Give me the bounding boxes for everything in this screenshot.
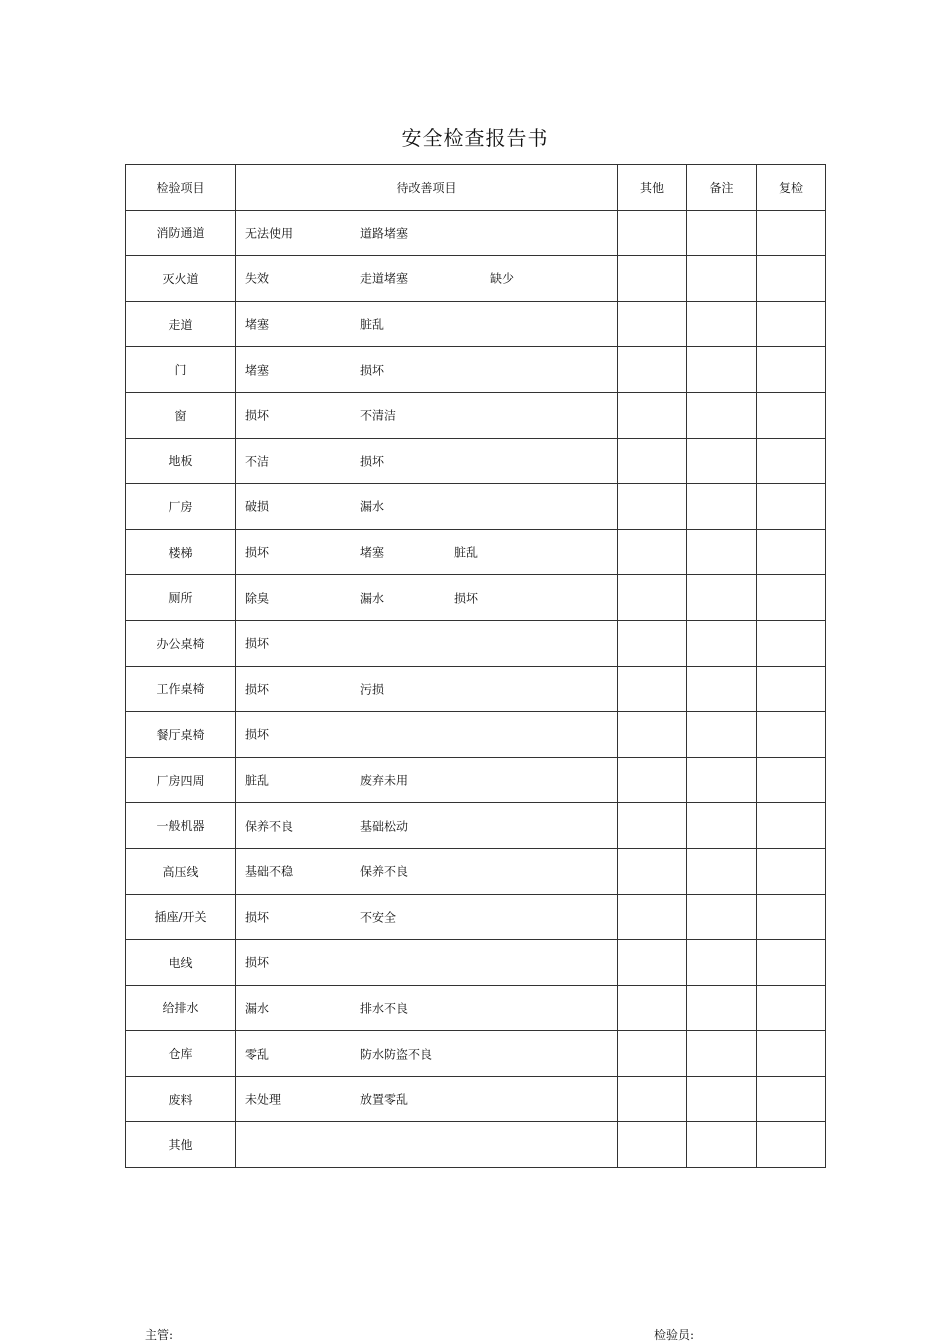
- row-issues-cell: [236, 575, 618, 621]
- row-recheck-cell[interactable]: [757, 210, 826, 256]
- issue-option: 基础松动: [360, 819, 409, 834]
- table-row: [126, 1122, 826, 1168]
- row-issues-cell: [236, 438, 618, 484]
- issue-option: 失效: [245, 271, 270, 286]
- row-recheck-cell[interactable]: [757, 803, 826, 849]
- row-recheck-cell[interactable]: [757, 575, 826, 621]
- row-item-label: 高压线: [126, 848, 236, 894]
- issue-option: 保养不良: [245, 819, 294, 834]
- row-issues-cell: [236, 210, 618, 256]
- row-item-label: 窗: [126, 392, 236, 438]
- row-recheck-cell[interactable]: [757, 438, 826, 484]
- row-note-cell[interactable]: [687, 940, 757, 986]
- row-note-cell[interactable]: [687, 392, 757, 438]
- row-issues-cell: [236, 620, 618, 666]
- row-item-label: 走道: [126, 301, 236, 347]
- row-note-cell[interactable]: [687, 256, 757, 302]
- issue-option: 防水防盗不良: [360, 1047, 433, 1062]
- row-note-cell[interactable]: [687, 803, 757, 849]
- table-row: [126, 438, 826, 484]
- row-issues-cell: [236, 803, 618, 849]
- issue-option: 无法使用: [245, 226, 294, 241]
- row-recheck-cell[interactable]: [757, 1122, 826, 1168]
- table-row: [126, 301, 826, 347]
- row-item-label: 门: [126, 347, 236, 393]
- table-header-row: [126, 165, 826, 211]
- issue-option: 漏水: [245, 1001, 270, 1016]
- table-row: [126, 575, 826, 621]
- issue-option: 保养不良: [360, 864, 409, 879]
- row-recheck-cell[interactable]: [757, 1076, 826, 1122]
- issue-option: 污损: [360, 682, 385, 697]
- issue-option: 损坏: [245, 545, 270, 560]
- row-item-label: 插座/开关: [126, 894, 236, 940]
- issue-option: 漏水: [360, 591, 385, 606]
- issue-option: 损坏: [245, 955, 270, 970]
- row-issues-cell: [236, 301, 618, 347]
- row-note-cell[interactable]: [687, 210, 757, 256]
- row-note-cell[interactable]: [687, 985, 757, 1031]
- header-other: 其他: [618, 165, 687, 211]
- row-note-cell[interactable]: [687, 620, 757, 666]
- issue-option: 走道堵塞: [360, 271, 409, 286]
- row-other-cell[interactable]: [618, 985, 687, 1031]
- issue-option: 堵塞: [360, 545, 385, 560]
- issue-option: 基础不稳: [245, 864, 294, 879]
- issue-option: 除臭: [245, 591, 270, 606]
- row-recheck-cell[interactable]: [757, 347, 826, 393]
- row-item-label: 灭火道: [126, 256, 236, 302]
- row-item-label: 厕所: [126, 575, 236, 621]
- row-recheck-cell[interactable]: [757, 757, 826, 803]
- table-row: [126, 985, 826, 1031]
- issue-option: 脏乱: [454, 545, 479, 560]
- row-item-label: 一般机器: [126, 803, 236, 849]
- row-recheck-cell[interactable]: [757, 1031, 826, 1077]
- table-row: [126, 803, 826, 849]
- row-issues-cell: [236, 1122, 618, 1168]
- row-other-cell[interactable]: [618, 484, 687, 530]
- row-other-cell[interactable]: [618, 438, 687, 484]
- row-other-cell[interactable]: [618, 1031, 687, 1077]
- table-row: [126, 347, 826, 393]
- row-item-label: 电线: [126, 940, 236, 986]
- row-note-cell[interactable]: [687, 575, 757, 621]
- issue-option: 损坏: [245, 682, 270, 697]
- row-recheck-cell[interactable]: [757, 392, 826, 438]
- table-row: [126, 666, 826, 712]
- row-recheck-cell[interactable]: [757, 712, 826, 758]
- row-item-label: 其他: [126, 1122, 236, 1168]
- row-issues-cell: [236, 894, 618, 940]
- issue-option: 堵塞: [245, 317, 270, 332]
- row-note-cell[interactable]: [687, 712, 757, 758]
- table-row: [126, 484, 826, 530]
- row-issues-cell: [236, 712, 618, 758]
- row-item-label: 消防通道: [126, 210, 236, 256]
- issue-option: 脏乱: [245, 773, 270, 788]
- row-recheck-cell[interactable]: [757, 666, 826, 712]
- issue-option: 排水不良: [360, 1001, 409, 1016]
- table-row: [126, 256, 826, 302]
- inspector-label: 检验员:: [654, 1328, 695, 1342]
- table-row: [126, 894, 826, 940]
- table-row: [126, 620, 826, 666]
- row-note-cell[interactable]: [687, 894, 757, 940]
- table-body: [126, 210, 826, 1167]
- row-item-label: 工作桌椅: [126, 666, 236, 712]
- row-other-cell[interactable]: [618, 666, 687, 712]
- row-other-cell[interactable]: [618, 575, 687, 621]
- row-note-cell[interactable]: [687, 848, 757, 894]
- row-recheck-cell[interactable]: [757, 620, 826, 666]
- row-note-cell[interactable]: [687, 484, 757, 530]
- row-other-cell[interactable]: [618, 894, 687, 940]
- issue-option: 损坏: [454, 591, 479, 606]
- header-item: 检验项目: [126, 165, 236, 211]
- row-item-label: 地板: [126, 438, 236, 484]
- row-item-label: 办公桌椅: [126, 620, 236, 666]
- row-item-label: 厂房: [126, 484, 236, 530]
- issue-option: 不清洁: [360, 408, 397, 423]
- row-recheck-cell[interactable]: [757, 256, 826, 302]
- row-item-label: 厂房四周: [126, 757, 236, 803]
- row-other-cell[interactable]: [618, 210, 687, 256]
- row-issues-cell: [236, 392, 618, 438]
- issue-option: 未处理: [245, 1092, 282, 1107]
- supervisor-label: 主管:: [145, 1328, 174, 1342]
- row-note-cell[interactable]: [687, 347, 757, 393]
- row-other-cell[interactable]: [618, 940, 687, 986]
- row-other-cell[interactable]: [618, 712, 687, 758]
- row-other-cell[interactable]: [618, 848, 687, 894]
- row-note-cell[interactable]: [687, 1031, 757, 1077]
- issue-option: 放置零乱: [360, 1092, 409, 1107]
- inspection-table: [125, 164, 826, 1168]
- table-row: [126, 1076, 826, 1122]
- issue-option: 漏水: [360, 499, 385, 514]
- header-issues: 待改善项目: [236, 165, 618, 211]
- row-item-label: 给排水: [126, 985, 236, 1031]
- row-recheck-cell[interactable]: [757, 940, 826, 986]
- issue-option: 废弃未用: [360, 773, 409, 788]
- page-title: 安全检查报告书: [401, 126, 549, 150]
- row-issues-cell: [236, 529, 618, 575]
- row-issues-cell: [236, 256, 618, 302]
- row-other-cell[interactable]: [618, 301, 687, 347]
- row-other-cell[interactable]: [618, 392, 687, 438]
- row-recheck-cell[interactable]: [757, 529, 826, 575]
- table-row: [126, 1031, 826, 1077]
- row-note-cell[interactable]: [687, 301, 757, 347]
- issue-option: 脏乱: [360, 317, 385, 332]
- row-issues-cell: [236, 985, 618, 1031]
- row-note-cell[interactable]: [687, 666, 757, 712]
- table-row: [126, 392, 826, 438]
- row-item-label: 餐厅桌椅: [126, 712, 236, 758]
- row-issues-cell: [236, 484, 618, 530]
- issue-option: 堵塞: [245, 363, 270, 378]
- table-row: [126, 210, 826, 256]
- issue-option: 破损: [245, 499, 270, 514]
- table-row: [126, 757, 826, 803]
- row-other-cell[interactable]: [618, 347, 687, 393]
- header-recheck: 复检: [757, 165, 826, 211]
- row-recheck-cell[interactable]: [757, 484, 826, 530]
- issue-option: 损坏: [245, 727, 270, 742]
- issue-option: 损坏: [360, 363, 385, 378]
- row-item-label: 仓库: [126, 1031, 236, 1077]
- row-issues-cell: [236, 848, 618, 894]
- row-other-cell[interactable]: [618, 1122, 687, 1168]
- row-issues-cell: [236, 757, 618, 803]
- row-other-cell[interactable]: [618, 529, 687, 575]
- issue-option: 损坏: [245, 910, 270, 925]
- row-note-cell[interactable]: [687, 757, 757, 803]
- row-issues-cell: [236, 940, 618, 986]
- issue-option: 不安全: [360, 910, 397, 925]
- row-item-label: 楼梯: [126, 529, 236, 575]
- row-note-cell[interactable]: [687, 1076, 757, 1122]
- row-other-cell[interactable]: [618, 1076, 687, 1122]
- row-recheck-cell[interactable]: [757, 848, 826, 894]
- row-item-label: 废料: [126, 1076, 236, 1122]
- issue-option: 缺少: [490, 271, 515, 286]
- issue-option: 损坏: [360, 454, 385, 469]
- issue-option: 损坏: [245, 408, 270, 423]
- row-other-cell[interactable]: [618, 803, 687, 849]
- row-issues-cell: [236, 1076, 618, 1122]
- issue-option: 不洁: [245, 454, 270, 469]
- row-recheck-cell[interactable]: [757, 894, 826, 940]
- table-row: [126, 848, 826, 894]
- row-issues-cell: [236, 666, 618, 712]
- row-other-cell[interactable]: [618, 757, 687, 803]
- issue-option: 零乱: [245, 1047, 270, 1062]
- row-note-cell[interactable]: [687, 529, 757, 575]
- table-row: [126, 529, 826, 575]
- row-note-cell[interactable]: [687, 438, 757, 484]
- table-row: [126, 712, 826, 758]
- header-note: 备注: [687, 165, 757, 211]
- row-recheck-cell[interactable]: [757, 301, 826, 347]
- row-other-cell[interactable]: [618, 256, 687, 302]
- table-row: [126, 940, 826, 986]
- row-note-cell[interactable]: [687, 1122, 757, 1168]
- row-issues-cell: [236, 1031, 618, 1077]
- row-issues-cell: [236, 347, 618, 393]
- issue-option: 损坏: [245, 636, 270, 651]
- row-recheck-cell[interactable]: [757, 985, 826, 1031]
- row-other-cell[interactable]: [618, 620, 687, 666]
- issue-option: 道路堵塞: [360, 226, 409, 241]
